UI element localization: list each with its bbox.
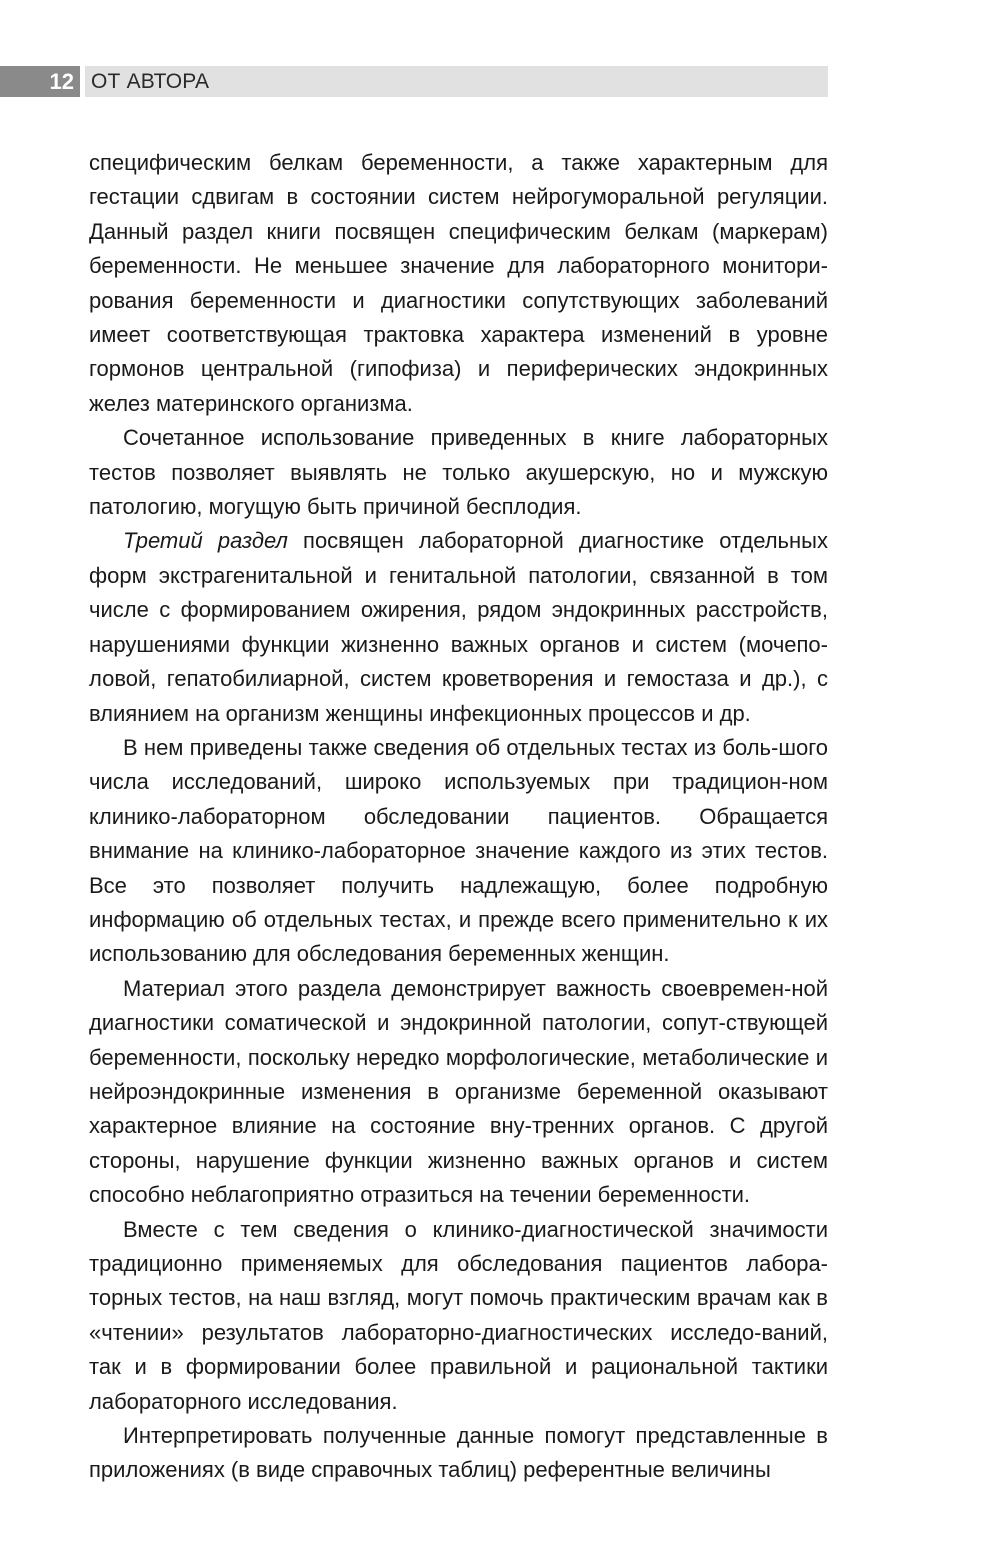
- paragraph-5-text: Материал этого раздела демонстрирует важность своевремен-ной диагностики соматической и эндокринной патологии, сопут-ствующей беременности, поскольку нередко морфологические, метаболические и нейроэндокринные изменения в организме беременной оказывают характерное влияние на состояние вну-тренних органов. С другой стороны, нарушение функции жизненно важных органов и систем способно неблагоприятно отразиться на течении беременности.: [89, 975, 828, 1208]
- paragraph-1: [89, 146, 828, 421]
- running-title: ОТ АВТОРА: [85, 66, 828, 97]
- paragraph-2: [89, 421, 828, 524]
- paragraph-1-text: специфическим белкам беременности, а также характерным для гестации сдвигам в состоянии систем нейрогуморальной регуляции. Данный раздел книги посвящен специфическим белкам (маркерам) беременности. Не меньшее значение для лабораторного монитори-рования беременности и диагностики сопутствующих заболеваний имеет соответствующая трактовка характера изменений в уровне гормонов центральной (гипофиза) и периферических эндокринных желез материнского организма.: [89, 150, 828, 416]
- paragraph-6: [89, 1213, 828, 1419]
- body-text: [89, 146, 828, 1488]
- paragraph-2-text: Сочетанное использование приведенных в книге лабораторных тестов позволяет выявлять не только акушерскую, но и мужскую патологию, могущую быть причиной бесплодия.: [89, 425, 828, 520]
- paragraph-4-text: В нем приведены также сведения об отдельных тестах из боль-шого числа исследований, широко используемых при традицион-ном клинико-лабораторном обследовании пациентов. Обращается внимание на клинико-лабораторное значение каждого из этих тестов. Все это позволяет получить надлежащую, более подробную информацию об отдельных тестах, и прежде всего применительно к их использованию для обследования беременных женщин.: [89, 734, 828, 967]
- paragraph-3: [89, 524, 828, 730]
- page-number: 12: [0, 66, 80, 97]
- paragraph-5: [89, 972, 828, 1213]
- paragraph-7-text: Интерпретировать полученные данные помогут представленные в приложениях (в виде справочных таблиц) референтные величины: [89, 1423, 828, 1483]
- page-header: [0, 66, 828, 97]
- paragraph-4: [89, 731, 828, 972]
- paragraph-3-italic-lead: Третий раздел: [123, 528, 288, 554]
- paragraph-3-text: посвящен лабораторной диагностике отдельных форм экстрагенитальной и генитальной патологии, связанной в том числе с формированием ожирения, рядом эндокринных расстройств, нарушениями функции жизненно важных органов и систем (мочепо-ловой, гепатобилиарной, систем кроветворения и гемостаза и др.), с влиянием на организм женщины инфекционных процессов и др.: [89, 528, 828, 726]
- paragraph-7: [89, 1419, 828, 1488]
- paragraph-6-text: Вместе с тем сведения о клинико-диагностической значимости традиционно применяемых для обследования пациентов лабора-торных тестов, на наш взгляд, могут помочь практическим врачам как в «чтении» результатов лабораторно-диагностических исследо-ваний, так и в формировании более правильной и рациональной тактики лабораторного исследования.: [89, 1216, 828, 1414]
